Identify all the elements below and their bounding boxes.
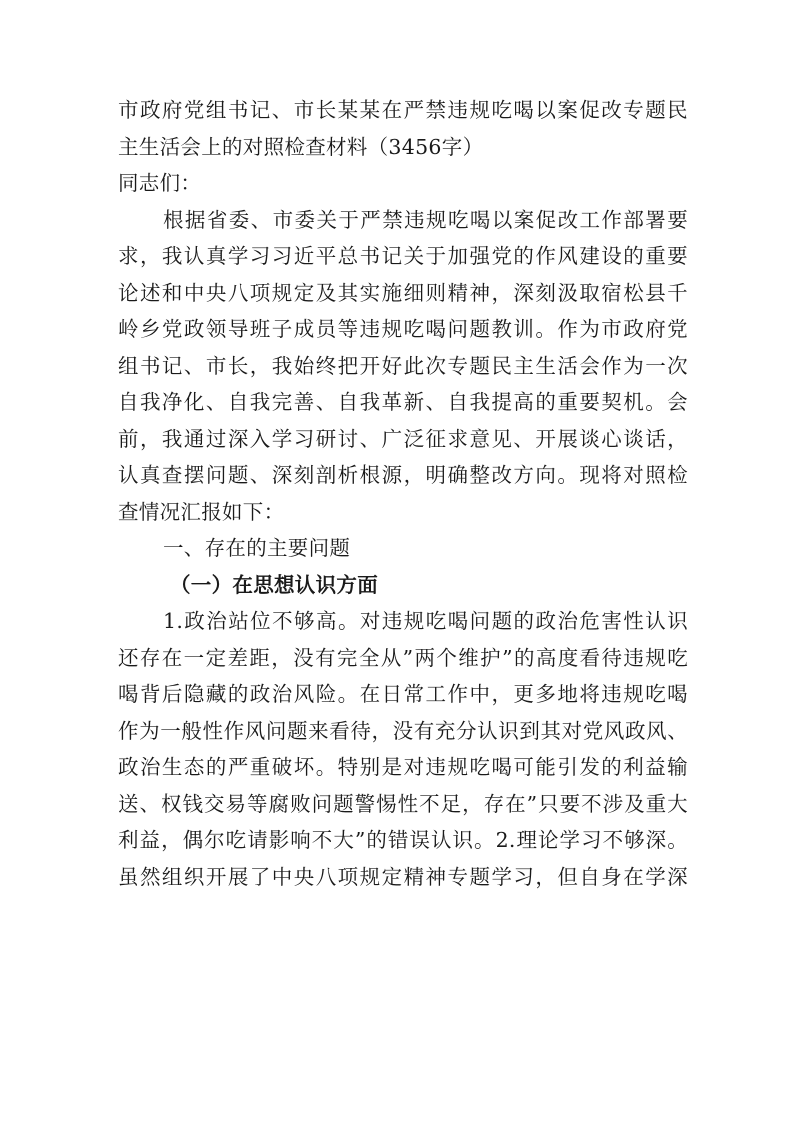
intro-line-3: 论述和中央八项规定及其实施细则精神，深刻汲取宿松县千 [118, 280, 688, 305]
body-line-3: 喝背后隐藏的政治风险。在日常工作中，更多地将违规吃喝 [118, 682, 688, 706]
body-line-8: 虽然组织开展了中央八项规定精神专题学习，但自身在学深 [118, 864, 688, 889]
intro-line-9: 查情况汇报如下： [118, 499, 285, 524]
body-line-4: 作为一般性作风问题来看待，没有充分认识到其对党风政风、 [118, 718, 688, 743]
intro-line-6: 自我净化、自我完善、自我革新、自我提高的重要契机。会 [118, 390, 688, 414]
body-line-6: 送、权钱交易等腐败问题警惕性不足，存在”只要不涉及重大 [118, 791, 688, 816]
intro-line-2: 求，我认真学习习近平总书记关于加强党的作风建设的重要 [118, 244, 688, 268]
document-title-line-1: 市政府党组书记、市长某某在严禁违规吃喝以案促改专题民 [118, 98, 688, 122]
subsection-heading-1: （一）在思想认识方面 [170, 572, 378, 597]
body-line-7: 利益，偶尔吃请影响不大”的错误认识。2.理论学习不够深。 [118, 828, 688, 852]
body-line-5: 政治生态的严重破坏。特别是对违规吃喝可能引发的利益输 [118, 755, 688, 779]
salutation: 同志们： [118, 171, 202, 195]
body-line-2: 还存在一定差距，没有完全从”两个维护”的高度看待违规吃 [118, 645, 688, 670]
body-line-1: 1.政治站位不够高。对违规吃喝问题的政治危害性认识 [163, 609, 688, 633]
document-title-line-2: 主生活会上的对照检查材料（3456字） [118, 134, 484, 159]
intro-line-8: 认真查摆问题、深刻剖析根源，明确整改方向。现将对照检 [118, 463, 688, 487]
intro-line-4: 岭乡党政领导班子成员等违规吃喝问题教训。作为市政府党 [118, 317, 688, 341]
section-heading-1: 一、存在的主要问题 [163, 536, 351, 560]
intro-line-7: 前，我通过深入学习研讨、广泛征求意见、开展谈心谈话， [118, 426, 688, 451]
intro-line-5: 组书记、市长，我始终把开好此次专题民主生活会作为一次 [118, 353, 688, 378]
intro-line-1: 根据省委、市委关于严禁违规吃喝以案促改工作部署要 [163, 207, 688, 232]
document-page [118, 92, 688, 895]
